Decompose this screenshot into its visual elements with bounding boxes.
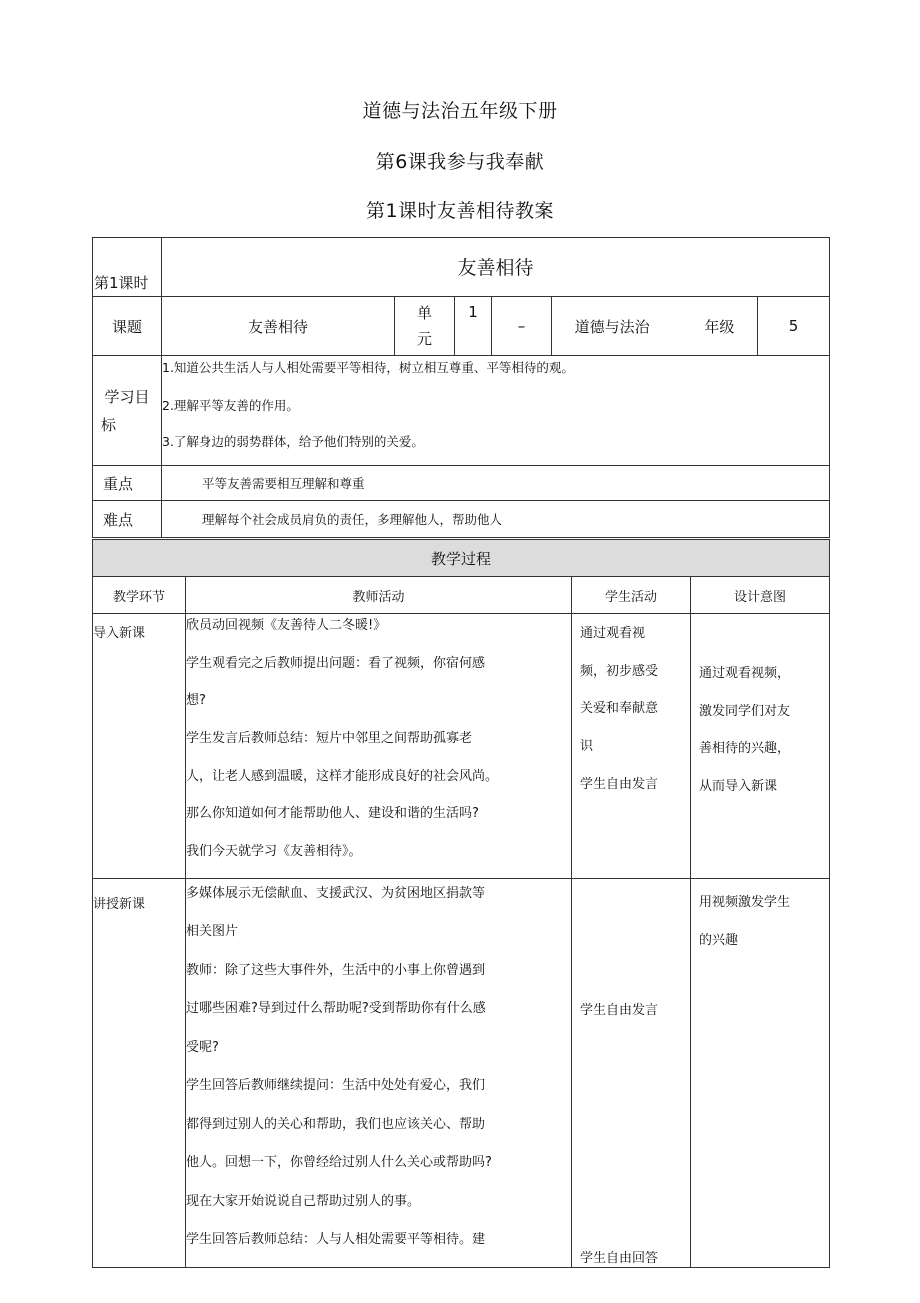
student-line: 学生自由发言 — [580, 776, 659, 792]
goals-label-top: 学习目 — [104, 387, 150, 406]
key-value: 平等友善需要相互理解和尊重 — [202, 476, 365, 491]
unit-label-top: 单 — [416, 304, 432, 322]
table-row — [93, 614, 830, 879]
grade-label: 年级 — [704, 317, 735, 336]
unit-label-bottom: 元 — [416, 330, 432, 348]
teacher-line: 现在大家开始说说自己帮助过别人的事。 — [186, 1193, 421, 1209]
goals-label-bottom: 标 — [101, 415, 117, 434]
intent-line: 通过观看视频， — [699, 666, 791, 681]
column-header-student: 学生活动 — [604, 589, 657, 605]
lesson-info-table — [92, 237, 830, 538]
teacher-line: 多媒体展示无偿献血、支援武汉、为贫困地区捐款等 — [186, 885, 486, 901]
student-line: 频，初步感受 — [580, 663, 659, 679]
student-response-1: 学生自由发言 — [580, 1002, 659, 1018]
column-header-intent: 设计意图 — [734, 589, 787, 605]
goal-item: 1.知道公共生活人与人相处需要平等相待，树立相互尊重、平等相待的观。 — [162, 360, 574, 375]
student-response-2: 学生自由回答 — [580, 1250, 659, 1266]
column-header-stage: 教学环节 — [112, 589, 165, 605]
subject-value: 道德与法治 — [574, 317, 650, 336]
teacher-line: 欣员动回视频《友善待人二冬暖!》 — [186, 618, 387, 633]
student-line: 通过观看视 — [580, 626, 646, 641]
teacher-line: 我们今天就学习《友善相待》。 — [186, 844, 362, 860]
process-header: 教学过程 — [431, 549, 492, 568]
book-title: 道德与法治五年级下册 — [362, 100, 558, 122]
teacher-line: 他人。回想一下，你曾经给过别人什么关心或帮助吗? — [186, 1155, 492, 1171]
table-row — [93, 878, 830, 1267]
difficulty-label: 难点 — [103, 510, 134, 529]
stage-teach: 讲授新课 — [93, 896, 146, 912]
unit-value: 1 — [468, 303, 478, 321]
teacher-line: 学生回答后教师总结：人与人相处需要平等相待。建 — [186, 1232, 486, 1248]
teacher-line: 受呢? — [186, 1039, 219, 1055]
teacher-line: 学生发言后教师总结：短片中邻里之间帮助孤寡老 — [186, 731, 473, 747]
teacher-line: 过哪些困难?导到过什么帮助呢?受到帮助你有什么感 — [186, 1001, 486, 1017]
lesson-title: 第6课我参与我奉献 — [375, 151, 545, 173]
goal-item: 2.理解平等友善的作用。 — [162, 398, 299, 413]
intent-line: 从而导入新课 — [699, 779, 778, 795]
period-title: 第1课时友善相待教案 — [365, 200, 555, 222]
student-line: 关爱和奉献意 — [580, 701, 659, 717]
teacher-line: 人，让老人感到温暖，这样才能形成良好的社会风尚。 — [186, 768, 499, 784]
topic-label: 课题 — [111, 317, 142, 336]
teacher-line: 那么你知道如何才能帮助他人、建设和谐的生活吗? — [186, 806, 479, 822]
teacher-line: 学生回答后教师继续提问：生活中处处有爱心，我们 — [186, 1078, 486, 1094]
grade-value: 5 — [788, 317, 799, 335]
column-header-teacher: 教师活动 — [352, 589, 405, 605]
intent-line: 善相待的兴趣， — [699, 741, 791, 757]
goal-item: 3.了解身边的弱势群体，给予他们特别的关爱。 — [162, 434, 424, 449]
teacher-line: 想? — [186, 693, 206, 709]
teacher-line: 教师：除了这些大事件外，生活中的小事上你曾遇到 — [186, 962, 486, 978]
stage-intro: 导入新课 — [93, 626, 146, 641]
teaching-process-table — [92, 539, 830, 1268]
intent-line: 的兴趣 — [699, 932, 739, 948]
intent-line: 用视频激发学生 — [699, 894, 791, 910]
period-topic: 友善相待 — [457, 256, 534, 279]
key-label: 重点 — [103, 474, 134, 493]
student-line: 识 — [580, 739, 594, 755]
topic-value: 友善相待 — [247, 317, 308, 336]
difficulty-value: 理解每个社会成员肩负的责任，多理解他人，帮助他人 — [202, 512, 503, 527]
period-label: 第1课时 — [94, 274, 149, 292]
intent-line: 激发同学们对友 — [699, 703, 791, 719]
teacher-line: 相关图片 — [186, 924, 239, 940]
unit-dash: – — [517, 317, 526, 335]
teacher-line: 都得到过别人的关心和帮助，我们也应该关心、帮助 — [186, 1116, 486, 1132]
teacher-line: 学生观看完之后教师提出问题：看了视频，你宿何感 — [186, 655, 486, 671]
